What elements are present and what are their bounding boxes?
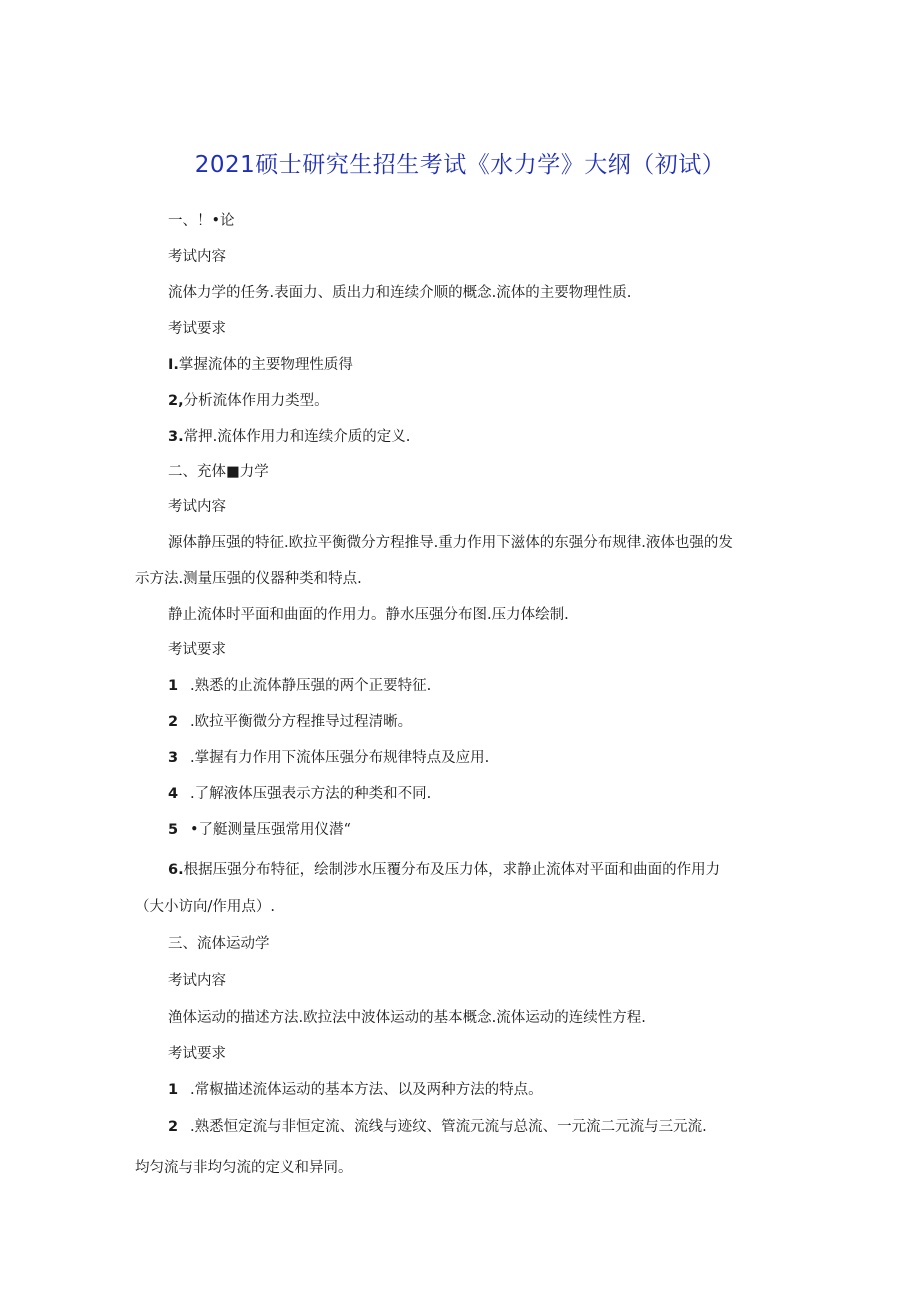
requirement-text-continued: （大小访向/作用点）. (135, 899, 275, 915)
requirement-text: 根据压强分布特征，绘制涉水压覆分布及压力体，求静止流体对平面和曲面的作用力 (183, 862, 721, 878)
content-label: 考试内容 (168, 973, 226, 989)
content-paragraph: 源体静压强的特征.欧拉平衡微分方程推导.重力作用下滋体的东强分布规律.液体也强的发 (168, 535, 733, 551)
requirement-text: .欧拉平衡微分方程推导过程清晰。 (190, 714, 413, 730)
requirements-label: 考试要求 (168, 321, 226, 337)
requirement-item (168, 1117, 707, 1137)
requirement-number: 2 (168, 714, 179, 730)
requirement-item (168, 1080, 543, 1100)
document-title: 2021硕士研究生招生考试《水力学》大纲（初试） (194, 152, 726, 178)
content-paragraph: 静止流体时平面和曲面的作用力。静水压强分布图.压力体绘制. (168, 607, 569, 623)
requirement-text: .常椒描述流体运动的基本方法、以及两种方法的特点。 (190, 1082, 543, 1098)
requirement-number: 3 (168, 750, 179, 766)
requirement-text: .了解液体压强表示方法的种类和不同. (190, 786, 432, 802)
requirement-text: .掌握有力作用下流体压强分布规律特点及应用. (190, 750, 490, 766)
requirements-label: 考试要求 (168, 642, 226, 658)
requirement-number: 6. (168, 862, 184, 878)
requirement-number: 5 (168, 822, 179, 838)
requirement-number: 2 (168, 1119, 179, 1135)
requirement-item (168, 427, 410, 447)
requirement-item (168, 784, 431, 804)
requirement-number: 4 (168, 786, 179, 802)
requirement-item (168, 712, 412, 732)
requirement-item (168, 820, 351, 840)
requirement-text: .熟悉的止流体静压强的两个正要特征. (190, 678, 432, 694)
requirement-item (168, 391, 329, 411)
section-heading: 二、充体■力学 (168, 464, 269, 480)
requirement-number: 1 (168, 1082, 179, 1098)
content-label: 考试内容 (168, 499, 226, 515)
requirement-text: 分析流体作用力类型。 (183, 393, 329, 409)
content-paragraph: 渔体运动的描述方法.欧拉法中波体运动的基本概念.流体运动的连续性方程. (168, 1010, 646, 1026)
requirement-text-continued: 均匀流与非均匀流的定义和异同。 (135, 1160, 353, 1176)
requirements-label: 考试要求 (168, 1046, 226, 1062)
requirement-item (168, 355, 353, 375)
section-heading: 一、！•论 (168, 213, 235, 229)
requirement-number: 3. (168, 429, 184, 445)
content-paragraph-continued: 示方法.测量压强的仪器种类和特点. (135, 571, 362, 587)
requirement-number: 1 (168, 678, 179, 694)
requirement-item (168, 676, 431, 696)
requirement-text: .熟悉恒定流与非恒定流、流线与迹纹、管流元流与总流、一元流二元流与三元流. (190, 1119, 707, 1135)
section-heading: 三、流体运动学 (168, 936, 270, 952)
requirement-item (168, 748, 489, 768)
requirement-text: 掌握流体的主要物理性质得 (178, 357, 353, 373)
requirement-number: I. (168, 357, 179, 373)
content-label: 考试内容 (168, 249, 226, 265)
requirement-item (168, 860, 720, 880)
requirement-number: 2, (168, 393, 184, 409)
content-paragraph: 流体力学的任务.表面力、质出力和连续介顺的概念.流体的主要物理性质. (168, 285, 632, 301)
requirement-text: 常押.流体作用力和连续介质的定义. (183, 429, 411, 445)
requirement-text: •了艇测量压强常用仪潜“ (190, 822, 351, 838)
